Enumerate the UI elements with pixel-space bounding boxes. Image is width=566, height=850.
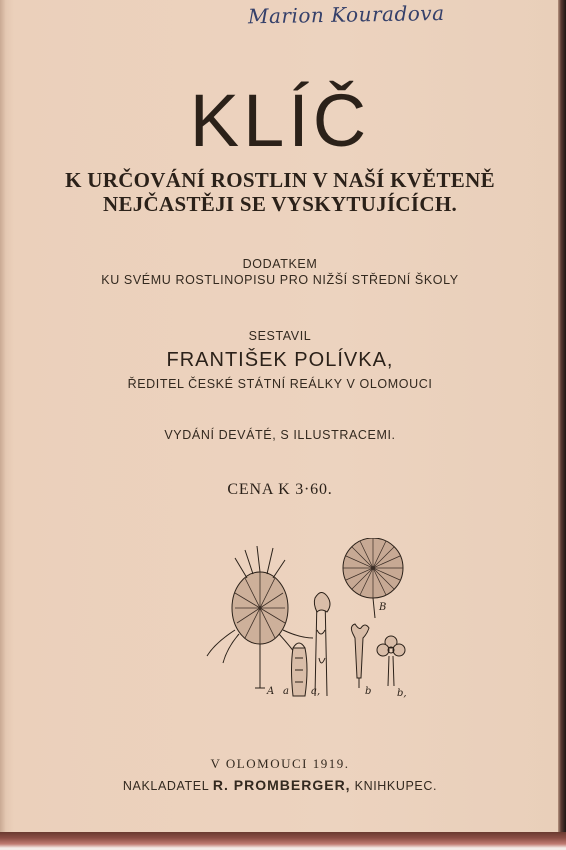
author-name: FRANTIŠEK POLÍVKA,: [166, 349, 394, 371]
book-edge-bottom: [0, 832, 566, 850]
label-A: A: [267, 686, 275, 697]
floret-a-drawing: [292, 643, 308, 696]
handwritten-signature: Marion Kouradova: [247, 0, 445, 29]
publisher-suffix: KNIHKUPEC.: [354, 779, 438, 793]
label-b: b: [365, 686, 372, 697]
supplement-heading: DODATKEM: [242, 257, 318, 271]
publisher-line: [0, 777, 560, 793]
compiled-by-label: SESTAVIL: [248, 329, 312, 343]
book-subtitle: [0, 168, 560, 216]
author-role: ŘEDITEL ČESKÉ STÁTNÍ REÁLKY V OLOMOUCI: [127, 377, 433, 391]
label-B: B: [379, 602, 387, 613]
subtitle-line-1: K URČOVÁNÍ ROSTLIN V NAŠÍ KVĚTENĚ: [65, 168, 495, 192]
book-edge-right: [558, 0, 566, 850]
subtitle-line-2: NEJČASTĚJI SE VYSKYTUJÍCÍCH.: [102, 192, 458, 216]
label-b1: b,: [397, 688, 407, 699]
edition-statement: VYDÁNÍ DEVÁTÉ, S ILLUSTRACEMI.: [164, 428, 396, 442]
label-a1: a,: [311, 686, 321, 697]
botanical-illustration: [205, 538, 415, 703]
book-title: KLÍČ: [189, 79, 371, 162]
publisher-prefix: NAKLADATEL: [122, 779, 209, 793]
floret-a1-drawing: [314, 592, 330, 696]
globe-flowerhead-drawing: [343, 538, 403, 618]
label-a: a: [283, 686, 289, 697]
floret-b1-drawing: [377, 636, 405, 686]
floret-b-drawing: [351, 624, 369, 688]
place-and-year: V OLOMOUCI 1919.: [210, 756, 350, 771]
publisher-name: R. PROMBERGER,: [212, 777, 351, 793]
supplement-text: KU SVÉMU ROSTLINOPISU PRO NIŽŠÍ STŘEDNÍ ŠKOLY: [101, 273, 459, 287]
price: CENA K 3·60.: [227, 481, 333, 498]
